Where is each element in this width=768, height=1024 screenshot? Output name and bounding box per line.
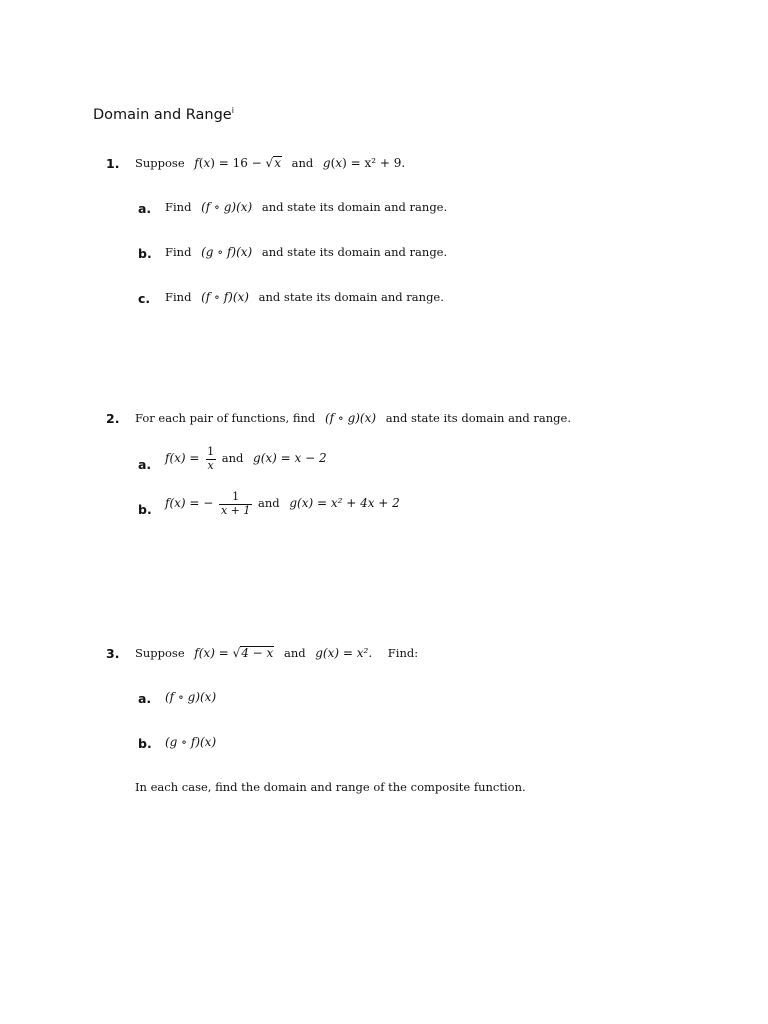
problem-1b-label: b. [138, 246, 152, 261]
problem-3a-text: (f ∘ g)(x) [165, 690, 217, 704]
problem-2b-text: f(x) = − $\frac{1}{x + 1}$ and g(x) = x² + 4x + 2 [165, 490, 400, 517]
problem-3b-label: b. [138, 736, 152, 751]
f-definition: f(x) = 16 − √x [194, 156, 281, 170]
problem-2a-text: f(x) = $\frac{1}{x}$ and g(x) = x − 2 [165, 445, 327, 472]
problem-3-statement: Suppose f(x) = √4 − x and g(x) = x². Find: [135, 646, 419, 660]
fraction: $\frac{1}{x}$ [207, 445, 215, 472]
problem-3-number: 3. [106, 646, 120, 661]
f-definition: f(x) = √4 − x [194, 646, 274, 660]
problem-2-number: 2. [106, 411, 120, 426]
problem-3b-text: (g ∘ f)(x) [165, 735, 217, 749]
page-title: Domain and Range$^i$ [93, 106, 234, 123]
problem-2-statement: For each pair of functions, find (f ∘ g)(x) and state its domain and range. [135, 411, 571, 425]
fraction: $\frac{1}{x + 1}$ [220, 490, 251, 517]
problem-1c-label: c. [138, 291, 151, 306]
problem-3-closing: In each case, find the domain and range of the composite function. [135, 780, 526, 794]
problem-3a-label: a. [138, 691, 152, 706]
problem-1b-text: Find (g ∘ f)(x) and state its domain and range. [165, 245, 448, 259]
problem-2b-label: b. [138, 502, 152, 517]
problem-1a-text: Find (f ∘ g)(x) and state its domain and range. [165, 200, 448, 214]
endnote-marker: i [231, 106, 234, 115]
problem-1c-text: Find (f ∘ f)(x) and state its domain and range. [165, 290, 444, 304]
problem-1a-label: a. [138, 201, 152, 216]
problem-1-number: 1. [106, 156, 120, 171]
g-definition: g(x) = x² + 9. [322, 156, 406, 170]
problem-1-statement: Suppose f(x) = 16 − √x and g(x) = x² + 9. [135, 156, 406, 170]
problem-2a-label: a. [138, 457, 152, 472]
